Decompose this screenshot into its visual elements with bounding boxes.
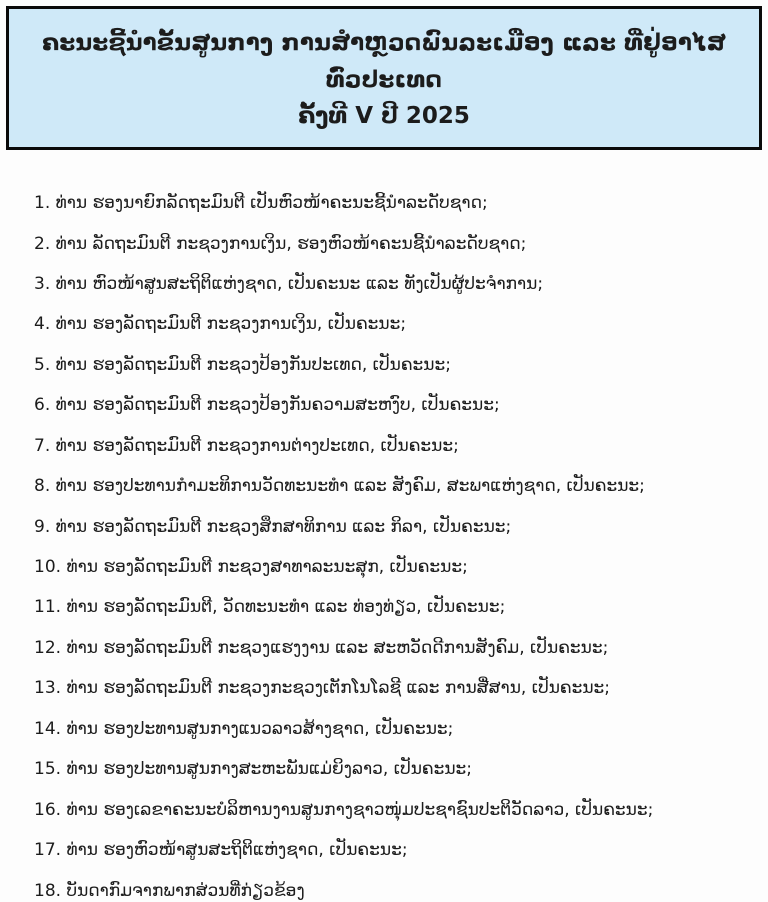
list-item: 2. ທ່ານ ລັດຖະມົນຕີ ກະຊວງການເງິນ, ຮອງຫົວໜ້າຄະນຊີ້ນຳລະດັບຊາດ;	[34, 233, 527, 254]
list-item: 5. ທ່ານ ຮອງລັດຖະມົນຕີ ກະຊວງປ້ອງກັນປະເທດ, ເປັນຄະນະ;	[34, 354, 451, 375]
list-item: 11. ທ່ານ ຮອງລັດຖະມົນຕີ, ວັດທະນະທຳ ແລະ ທ່ອງທ່ຽວ, ເປັນຄະນະ;	[34, 597, 506, 618]
list-item: 3. ທ່ານ ຫົວໜ້າສູນສະຖິຕິແຫ່ງຊາດ, ເປັນຄະນະ ແລະ ທັງເປັນຜູ້ປະຈຳການ;	[34, 273, 544, 294]
list-item: 10. ທ່ານ ຮອງລັດຖະມົນຕີ ກະຊວງສາທາລະນະສຸກ, ເປັນຄະນະ;	[34, 557, 468, 578]
list-item: 14. ທ່ານ ຮອງປະທານສູນກາງແນວລາວສ້າງຊາດ, ເປັນຄະນະ;	[34, 718, 454, 739]
document-title-line2: ຄັ້ງທີ V ປີ 2025	[298, 102, 470, 129]
committee-member-list	[34, 192, 752, 902]
title-banner	[6, 6, 762, 150]
list-item: 7. ທ່ານ ຮອງລັດຖະມົນຕີ ກະຊວງການຕ່າງປະເທດ, ເປັນຄະນະ;	[34, 435, 459, 456]
list-item: 9. ທ່ານ ຮອງລັດຖະມົນຕີ ກະຊວງສຶກສາທິການ ແລະ ກິລາ, ເປັນຄະນະ;	[34, 516, 512, 537]
document-title-line1: ຄະນະຊີ້ນຳຂັ້ນສູນກາງ ການສຳຫຼວດພົນລະເມືອງ ແລະ ທີ່ຢູ່ອາໄສທົ່ວປະເທດ	[41, 30, 727, 93]
list-item: 15. ທ່ານ ຮອງປະທານສູນກາງສະຫະພັນແມ່ຍິງລາວ, ເປັນຄະນະ;	[34, 759, 473, 780]
list-item: 13. ທ່ານ ຮອງລັດຖະມົນຕີ ກະຊວງກະຊວງເຕັກໂນໂລຊີ ແລະ ການສື່ສານ, ເປັນຄະນະ;	[34, 678, 611, 699]
list-item: 8. ທ່ານ ຮອງປະທານກຳມະທິການວັດທະນະທຳ ແລະ ສັງຄົມ, ສະພາແຫ່ງຊາດ, ເປັນຄະນະ;	[34, 476, 645, 497]
list-item: 1. ທ່ານ ຮອງນາຍົກລັດຖະມົນຕີ ເປັນຫົວໜ້າຄະນະຊີ້ນຳລະດັບຊາດ;	[34, 193, 488, 214]
list-item: 12. ທ່ານ ຮອງລັດຖະມົນຕີ ກະຊວງແຮງງານ ແລະ ສະຫວັດດີການສັງຄົມ, ເປັນຄະນະ;	[34, 637, 609, 658]
list-item: 6. ທ່ານ ຮອງລັດຖະມົນຕີ ກະຊວງປ້ອງກັນຄວາມສະຫງົບ, ເປັນຄະນະ;	[34, 395, 500, 416]
list-item: 18. ບັນດາກົມຈາກພາກສ່ວນທີ່ກ່ຽວຂ້ອງ	[34, 880, 305, 901]
list-item: 17. ທ່ານ ຮອງຫົວໜ້າສູນສະຖິຕິແຫ່ງຊາດ, ເປັນຄະນະ;	[34, 840, 408, 861]
list-item: 16. ທ່ານ ຮອງເລຂາຄະນະບໍລິຫານງານສູນກາງຊາວໜຸ່ມປະຊາຊົນປະຕິວັດລາວ, ເປັນຄະນະ;	[34, 799, 654, 820]
list-item: 4. ທ່ານ ຮອງລັດຖະມົນຕີ ກະຊວງການເງິນ, ເປັນຄະນະ;	[34, 314, 407, 335]
